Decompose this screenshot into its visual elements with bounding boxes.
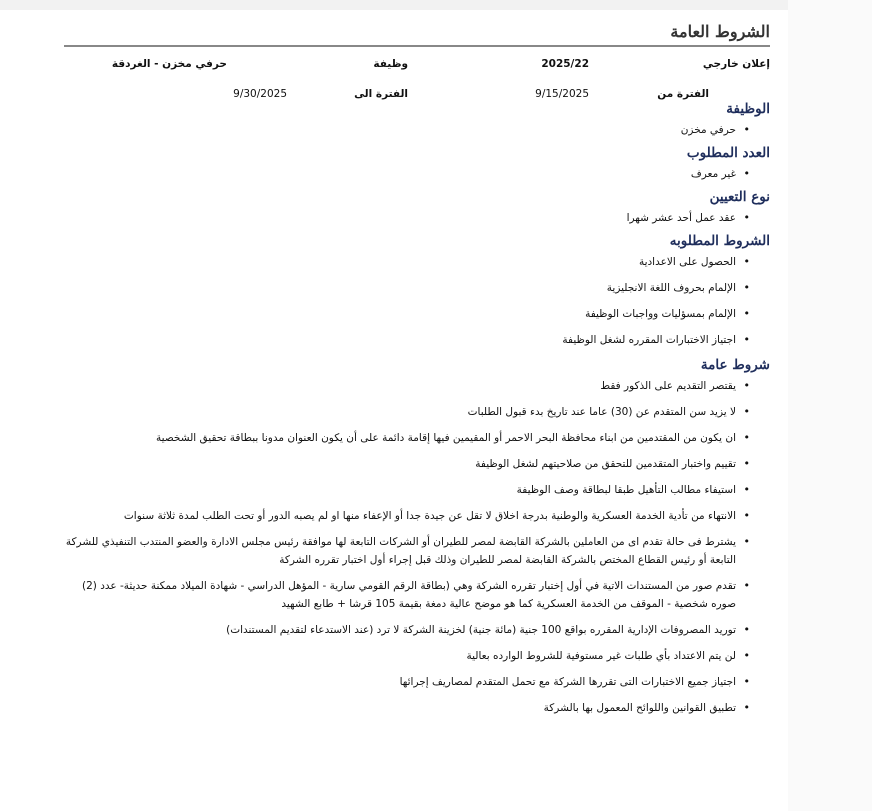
ad-number: 2025/22	[541, 58, 589, 70]
list-item: • حرفي مخزن	[64, 121, 736, 139]
list-item: • اجتياز جميع الاختبارات التى تقررها الشركة مع تحمل المتقدم لمصاريف إجرائها	[64, 673, 736, 691]
list-item: • يشترط فى حالة تقدم اى من العاملين بالشركة القابضة لمصر للطيران أو الشركات التابعة لها موافقة رئيس مجلس الادارة والعضو المنتدب التنفيذي للشركة التابعة أو رئيس القطاع المختص بالشركة القابضة لمصر للطيران وذلك قبل إجراء أول اختبار تقرره الشركة	[64, 533, 736, 569]
section-title-required: الشروط المطلوبه	[669, 233, 770, 249]
list-item: • يقتصر التقديم على الذكور فقط	[64, 377, 736, 395]
top-bar	[0, 0, 788, 10]
required-list	[64, 253, 770, 349]
section-title-general: شروط عامة	[700, 357, 770, 373]
right-gutter	[788, 0, 872, 811]
list-item: • لن يتم الاعتداد بأي طلبات غير مستوفية للشروط الوارده بعالية	[64, 647, 736, 665]
list-item: • اجتياز الاختبارات المقرره لشغل الوظيفة	[64, 331, 736, 349]
job-list	[64, 121, 770, 139]
section-title-job: الوظيفة	[726, 101, 770, 117]
period-to-value: 9/30/2025	[233, 88, 287, 100]
list-item: • تطبيق القوانين واللوائح المعمول بها بالشركة	[64, 699, 736, 717]
period-from-value: 9/15/2025	[535, 88, 589, 100]
list-item: • الإلمام بمسؤليات وواجبات الوظيفة	[64, 305, 736, 323]
document	[64, 14, 770, 811]
section-title-type: نوع التعيين	[709, 189, 770, 205]
job-label: وظيفة	[373, 58, 408, 70]
list-item: • الإلمام بحروف اللغة الانجليزية	[64, 279, 736, 297]
list-item: • تقدم صور من المستندات الاتية في أول إختبار تقرره الشركة وهي (بطاقة الرقم القومي سارية - المؤهل الدراسي - شهادة الميلاد ممكنة حديثة- عدد (2) صوره شخصية - الموقف من الخدمة العسكرية كما هو موضح عالية دمغة بقيمة 105 قرشا + طابع الشهيد	[64, 577, 736, 613]
section-title-count: العدد المطلوب	[686, 145, 770, 161]
list-item: • الانتهاء من تأدية الخدمة العسكرية والوطنية بدرجة اخلاق لا تقل عن جيدة جدا أو الإعفاء منها او لم يصبه الدور أو تحت الطلب لمدة ثلاثة سنوات	[64, 507, 736, 525]
info-grid	[64, 47, 770, 100]
page-title: الشروط العامة	[64, 14, 770, 47]
period-from-label: الفترة من	[657, 88, 709, 100]
list-item: • استيفاء مطالب التأهيل طبقا لبطاقة وصف الوظيفة	[64, 481, 736, 499]
list-item: • الحصول على الاعدادية	[64, 253, 736, 271]
period-to-label: الفترة الى	[354, 88, 408, 100]
list-item: • عقد عمل أحد عشر شهرا	[64, 209, 736, 227]
list-item: • تقييم واختبار المتقدمين للتحقق من صلاحيتهم لشغل الوظيفة	[64, 455, 736, 473]
list-item: • لا يزيد سن المتقدم عن (30) عاما عند تاريخ بدء قبول الطلبات	[64, 403, 736, 421]
ad-label: إعلان خارجي	[702, 58, 770, 70]
list-item: • ان يكون من المقتدمين من ابناء محافظة البحر الاحمر أو المقيمين فيها إقامة دائمة على أن يكون العنوان مدونا ببطاقة تحقيق الشخصية	[64, 429, 736, 447]
list-item: • غير معرف	[64, 165, 736, 183]
job-value: حرفي مخزن - الغردقة	[111, 58, 227, 70]
count-list	[64, 165, 770, 183]
general-list	[64, 377, 770, 717]
type-list	[64, 209, 770, 227]
list-item: • توريد المصروفات الإدارية المقرره بواقع 100 جنية (مائة جنية) لخزينة الشركة لا ترد (عند الاستدعاء لتقديم المستندات)	[64, 621, 736, 639]
